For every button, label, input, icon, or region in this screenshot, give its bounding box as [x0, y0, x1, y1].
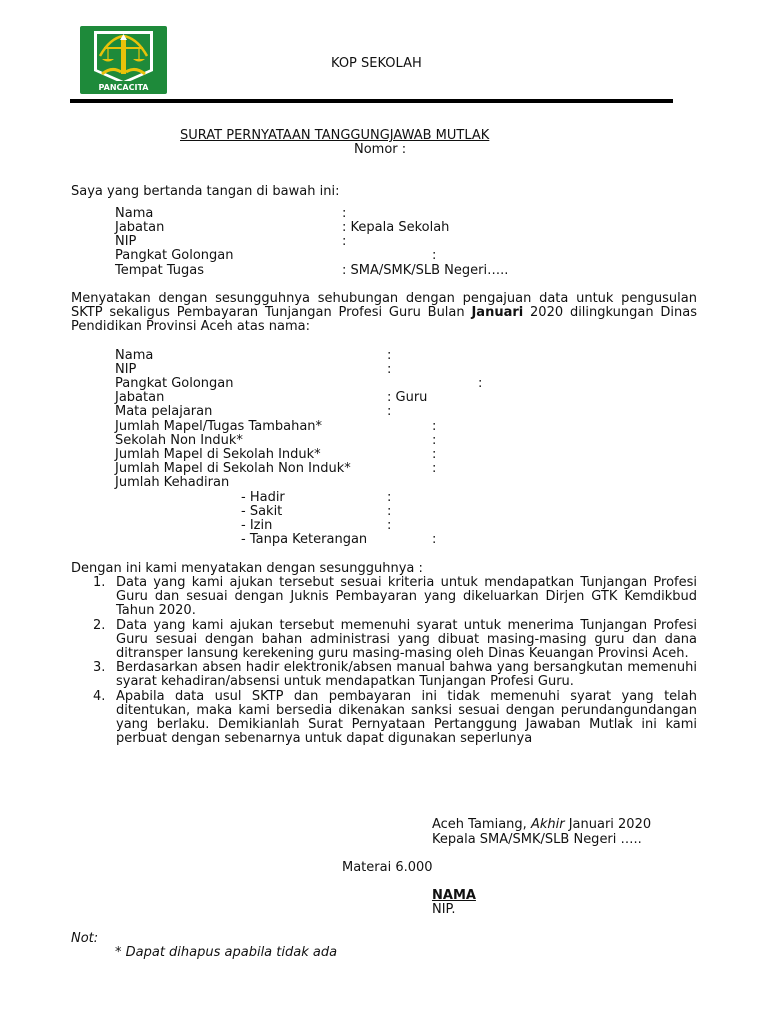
field-value: :	[432, 461, 437, 476]
declaration-intro: Dengan ini kami menyatakan dengan sesungguhnya :	[71, 561, 423, 576]
field-label: Pangkat Golongan	[115, 248, 234, 263]
attendance-value: :	[387, 518, 392, 533]
field-label: Tempat Tugas	[115, 263, 205, 278]
statement-paragraph	[71, 292, 697, 335]
field-label: NIP	[115, 362, 137, 377]
statement-text-end: 2020 dilingkungan Dinas Pendidikan Provinsi Aceh atas nama:	[71, 305, 698, 335]
field-value: : Kepala Sekolah	[342, 220, 450, 235]
signature-date: Januari 2020	[564, 817, 652, 832]
signatory-nip: NIP.	[432, 902, 456, 917]
item-number: 3.	[93, 660, 106, 676]
list-item	[73, 661, 697, 689]
field-label: Jumlah Mapel di Sekolah Non Induk*	[115, 461, 351, 476]
item-text: Data yang kami ajukan tersebut sesuai kriteria untuk mendapatkan Tunjangan Profesi Guru dan sesuai dengan Juknis Pembayaran yang dikeluarkan Dirjen GTK Kemdikbud Tahun 2020.	[116, 575, 697, 619]
document-number: Nomor :	[354, 142, 407, 157]
logo-text: PANCACITA	[98, 83, 149, 92]
field-value: : SMA/SMK/SLB Negeri…..	[342, 263, 509, 278]
item-text: Berdasarkan absen hadir elektronik/absen manual bahwa yang bersangkutan memenuhi syarat kehadiran/absensi untuk mendapatkan Tunjangan Profesi Guru.	[116, 660, 697, 690]
note-text: * Dapat dihapus apabila tidak ada	[115, 945, 338, 960]
statement-text: Menyatakan dengan sesungguhnya sehubungan dengan pengajuan data untuk pengusulan SKTP sekaligus Pembayaran Tunjangan Profesi Guru Bulan	[71, 291, 697, 321]
field-label: Jabatan	[115, 220, 165, 235]
item-number: 2.	[93, 617, 106, 633]
signature-akhir: Akhir	[530, 817, 565, 832]
header-divider	[70, 99, 673, 103]
field-label: Jumlah Kehadiran	[115, 475, 230, 490]
item-text: Apabila data usul SKTP dan pembayaran ini tidak memenuhi syarat yang telah ditentukan, maka kami bersedia dikenakan sanksi sesuai dengan perundangundangan yang berlaku. Demikianlah Surat Pernyataan Pertanggung Jawaban Mutlak ini kami perbuat dengan sebenarnya untuk dapat digunakan seperlunya	[116, 688, 697, 747]
field-value: :	[432, 433, 437, 448]
signatory-name: NAMA	[432, 888, 476, 903]
field-label: Jumlah Mapel di Sekolah Induk*	[115, 447, 321, 462]
field-label: Mata pelajaran	[115, 404, 213, 419]
field-value: :	[342, 234, 347, 249]
field-value: :	[342, 206, 347, 221]
list-item	[73, 690, 697, 747]
item-number: 1.	[93, 575, 106, 590]
note-label: Not:	[71, 931, 99, 946]
signature-place-date	[432, 818, 651, 832]
attendance-label: - Tanpa Keterangan	[241, 532, 368, 547]
item-number: 4.	[93, 688, 106, 704]
item-text: Data yang kami ajukan tersebut memenuhi syarat untuk menerima Tunjangan Profesi Guru sesuai dengan bahan administrasi yang dibuat masing-masing guru dan dana ditransper lansung kerekening guru masing-masing oleh Dinas Keuangan Provinsi Aceh.	[116, 617, 697, 662]
document-title: SURAT PERNYATAAN TANGGUNGJAWAB MUTLAK	[180, 128, 490, 143]
field-label: NIP	[115, 234, 137, 249]
field-label: Pangkat Golongan	[115, 376, 234, 391]
pancacita-logo	[80, 26, 167, 94]
attendance-label: - Hadir	[241, 490, 285, 505]
attendance-value: :	[432, 532, 437, 547]
materai-text: Materai 6.000	[342, 860, 433, 875]
field-label: Nama	[115, 206, 154, 221]
field-value: :	[387, 404, 392, 419]
field-label: Sekolah Non Induk*	[115, 433, 243, 448]
attendance-value: :	[387, 490, 392, 505]
list-item	[73, 576, 697, 619]
field-value: :	[478, 376, 483, 391]
kop-sekolah-text: KOP SEKOLAH	[331, 56, 422, 71]
field-value: :	[432, 419, 437, 434]
field-label: Jabatan	[115, 390, 165, 405]
field-value: :	[387, 348, 392, 363]
attendance-value: :	[387, 504, 392, 519]
field-label: Jumlah Mapel/Tugas Tambahan*	[115, 419, 323, 434]
statement-month: Januari	[471, 305, 524, 321]
signature-place: Aceh Tamiang,	[432, 817, 531, 832]
field-value: :	[387, 362, 392, 377]
attendance-label: - Izin	[241, 518, 273, 533]
list-item	[73, 619, 697, 662]
intro-text: Saya yang bertanda tangan di bawah ini:	[71, 184, 340, 199]
attendance-label: - Sakit	[241, 504, 283, 519]
declaration-list	[73, 576, 697, 746]
field-value: :	[432, 248, 437, 263]
field-value: : Guru	[387, 390, 428, 405]
signature-position: Kepala SMA/SMK/SLB Negeri …..	[432, 832, 642, 847]
field-value: :	[432, 447, 437, 462]
field-label: Nama	[115, 348, 154, 363]
